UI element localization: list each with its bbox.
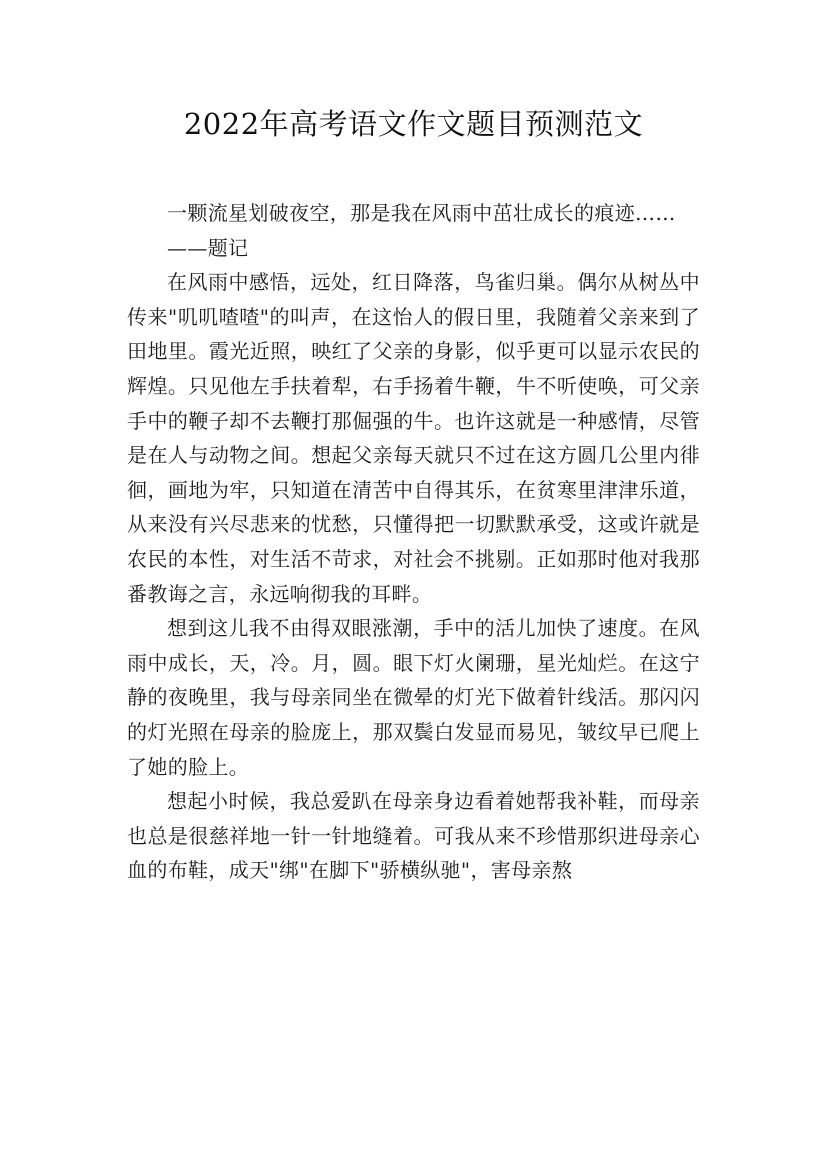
body-paragraph: 想起小时候，我总爱趴在母亲身边看着她帮我补鞋，而母亲也总是很慈祥地一针一针地缝着。可我从来不珍惜那织进母亲心血的布鞋，成天"绑"在脚下"骄横纵驰"，害母亲熬 xyxy=(127,789,700,883)
inscription-paragraph: 一颗流星划破夜空，那是我在风雨中茁壮成长的痕迹…… xyxy=(167,201,676,225)
inscription-signature: ——题记 xyxy=(167,235,249,260)
document-body xyxy=(127,196,700,888)
body-paragraph: 在风雨中感悟，远处，红日降落，鸟雀归巢。偶尔从树丛中传来"叽叽喳喳"的叫声，在这怡人的假日里，我随着父亲来到了田地里。霞光近照，映红了父亲的身影，似乎更可以显示农民的辉煌。只见他左手扶着犁，右手扬着牛鞭，牛不听使唤，可父亲手中的鞭子却不去鞭打那倔强的牛。也许这就是一种感情，尽管是在人与动物之间。想起父亲每天就只不过在这方圆几公里内徘徊，画地为牢，只知道在清苦中自得其乐，在贫寒里津津乐道，从来没有兴尽悲来的忧愁，只懂得把一切默默承受，这或许就是农民的本性，对生活不苛求，对社会不挑剔。正如那时他对我那番教诲之言，永远响彻我的耳畔。 xyxy=(127,270,700,606)
document-title: 2022年高考语文作文题目预测范文 xyxy=(183,107,644,141)
body-paragraph: 想到这儿我不由得双眼涨潮，手中的活儿加快了速度。在风雨中成长，天，冷。月，圆。眼下灯火阑珊，星光灿烂。在这宁静的夜晚里，我与母亲同坐在微晕的灯光下做着针线活。那闪闪的灯光照在母亲的脸庞上，那双鬓白发显而易见，皱纹早已爬上了她的脸上。 xyxy=(127,616,700,779)
